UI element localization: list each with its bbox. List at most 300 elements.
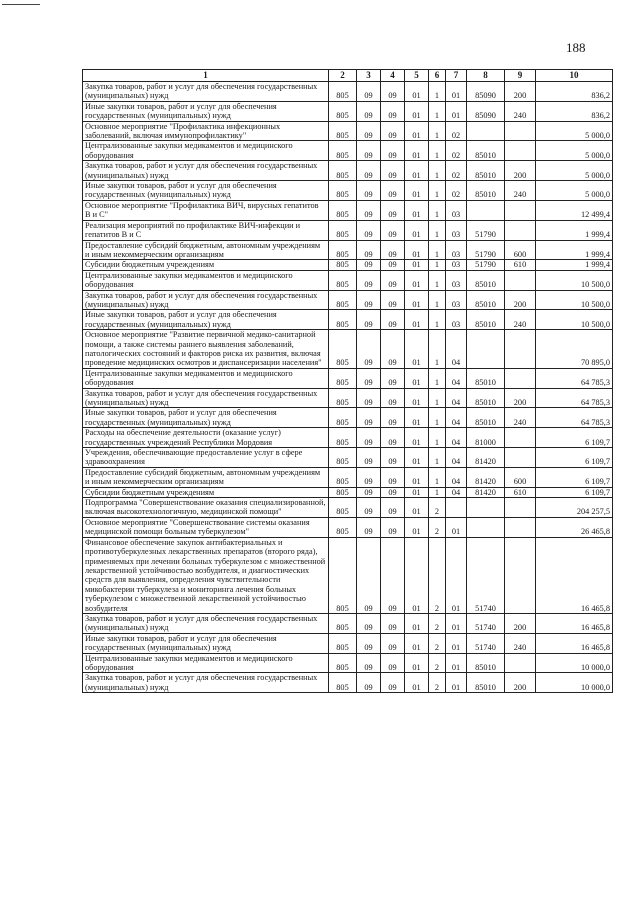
- row-name: Основное мероприятие "Профилактика ВИЧ, вирусных гепатитов В и С": [83, 200, 329, 220]
- cell-direction: 85010: [467, 290, 505, 310]
- cell-event: 04: [446, 388, 467, 408]
- cell-amount: 10 500,0: [536, 310, 613, 330]
- cell-direction: [467, 498, 505, 518]
- cell-grbs: 805: [329, 161, 357, 181]
- cell-grbs: 805: [329, 517, 357, 537]
- cell-program: 01: [405, 260, 429, 270]
- table-row: [83, 498, 613, 518]
- table-row: [83, 181, 613, 201]
- cell-section: 09: [357, 260, 381, 270]
- cell-subsection: 09: [381, 101, 405, 121]
- table-row: [83, 537, 613, 613]
- cell-subprogram: 1: [429, 270, 446, 290]
- cell-program: 01: [405, 330, 429, 369]
- cell-direction: 51790: [467, 240, 505, 260]
- cell-grbs: 805: [329, 200, 357, 220]
- cell-subsection: 09: [381, 537, 405, 613]
- cell-amount: 70 895,0: [536, 330, 613, 369]
- cell-amount: 16 465,8: [536, 613, 613, 633]
- cell-section: 09: [357, 653, 381, 673]
- column-header: 1: [83, 70, 329, 82]
- cell-subprogram: 1: [429, 161, 446, 181]
- cell-section: 09: [357, 141, 381, 161]
- cell-program: 01: [405, 388, 429, 408]
- row-name: Предоставление субсидий бюджетным, автономным учреждениям и иным некоммерческим организациям: [83, 467, 329, 487]
- cell-expense-type: 240: [505, 181, 536, 201]
- cell-subprogram: 1: [429, 141, 446, 161]
- cell-expense-type: 600: [505, 467, 536, 487]
- cell-grbs: 805: [329, 260, 357, 270]
- cell-direction: 85010: [467, 388, 505, 408]
- table-row: [83, 428, 613, 448]
- cell-direction: [467, 330, 505, 369]
- cell-expense-type: 200: [505, 388, 536, 408]
- cell-program: 01: [405, 653, 429, 673]
- cell-section: 09: [357, 161, 381, 181]
- cell-section: 09: [357, 537, 381, 613]
- cell-subprogram: 2: [429, 517, 446, 537]
- cell-subsection: 09: [381, 270, 405, 290]
- cell-subprogram: 1: [429, 467, 446, 487]
- cell-subsection: 09: [381, 498, 405, 518]
- cell-subprogram: 2: [429, 613, 446, 633]
- cell-grbs: 805: [329, 181, 357, 201]
- cell-subprogram: 2: [429, 537, 446, 613]
- cell-event: 03: [446, 310, 467, 330]
- row-name: Закупка товаров, работ и услуг для обеспечения государственных (муниципальных) нужд: [83, 82, 329, 102]
- cell-event: 03: [446, 270, 467, 290]
- row-name: Централизованные закупки медикаментов и медицинского оборудования: [83, 270, 329, 290]
- cell-expense-type: 200: [505, 290, 536, 310]
- cell-section: 09: [357, 467, 381, 487]
- column-header: 6: [429, 70, 446, 82]
- cell-event: 01: [446, 673, 467, 693]
- table-row: [83, 448, 613, 468]
- table-row: [83, 517, 613, 537]
- cell-grbs: 805: [329, 537, 357, 613]
- cell-event: 03: [446, 220, 467, 240]
- cell-amount: 204 257,5: [536, 498, 613, 518]
- table-row: [83, 200, 613, 220]
- cell-event: 01: [446, 653, 467, 673]
- column-header: 2: [329, 70, 357, 82]
- cell-subprogram: 1: [429, 260, 446, 270]
- cell-direction: 51790: [467, 260, 505, 270]
- cell-amount: 26 465,8: [536, 517, 613, 537]
- cell-section: 09: [357, 200, 381, 220]
- cell-direction: 85090: [467, 82, 505, 102]
- cell-grbs: 805: [329, 428, 357, 448]
- row-name: Централизованные закупки медикаментов и медицинского оборудования: [83, 653, 329, 673]
- cell-program: 01: [405, 487, 429, 497]
- cell-amount: 10 000,0: [536, 673, 613, 693]
- cell-amount: 6 109,7: [536, 448, 613, 468]
- cell-subprogram: 1: [429, 408, 446, 428]
- cell-grbs: 805: [329, 653, 357, 673]
- cell-program: 01: [405, 633, 429, 653]
- cell-grbs: 805: [329, 101, 357, 121]
- cell-section: 09: [357, 220, 381, 240]
- cell-direction: 51790: [467, 220, 505, 240]
- cell-event: 04: [446, 487, 467, 497]
- row-name: Закупка товаров, работ и услуг для обеспечения государственных (муниципальных) нужд: [83, 673, 329, 693]
- budget-table: [82, 69, 613, 693]
- cell-subsection: 09: [381, 448, 405, 468]
- cell-expense-type: [505, 653, 536, 673]
- cell-subsection: 09: [381, 388, 405, 408]
- table-row: [83, 121, 613, 141]
- cell-subsection: 09: [381, 517, 405, 537]
- table-row: [83, 487, 613, 497]
- row-name: Централизованные закупки медикаментов и медицинского оборудования: [83, 368, 329, 388]
- table-row: [83, 240, 613, 260]
- cell-grbs: 805: [329, 330, 357, 369]
- row-name: Иные закупки товаров, работ и услуг для обеспечения государственных (муниципальных) нужд: [83, 408, 329, 428]
- cell-direction: 51740: [467, 537, 505, 613]
- cell-subsection: 09: [381, 260, 405, 270]
- cell-amount: 64 785,3: [536, 368, 613, 388]
- row-name: Закупка товаров, работ и услуг для обеспечения государственных (муниципальных) нужд: [83, 388, 329, 408]
- cell-section: 09: [357, 290, 381, 310]
- cell-amount: 1 999,4: [536, 220, 613, 240]
- cell-expense-type: 610: [505, 260, 536, 270]
- row-name: Субсидии бюджетным учреждениям: [83, 260, 329, 270]
- cell-expense-type: 200: [505, 82, 536, 102]
- row-name: Закупка товаров, работ и услуг для обеспечения государственных (муниципальных) нужд: [83, 290, 329, 310]
- cell-section: 09: [357, 613, 381, 633]
- cell-grbs: 805: [329, 498, 357, 518]
- cell-subprogram: 1: [429, 290, 446, 310]
- cell-subsection: 09: [381, 310, 405, 330]
- cell-grbs: 805: [329, 240, 357, 260]
- cell-section: 09: [357, 270, 381, 290]
- cell-subprogram: 1: [429, 388, 446, 408]
- cell-event: 04: [446, 368, 467, 388]
- cell-program: 01: [405, 517, 429, 537]
- cell-subprogram: 1: [429, 220, 446, 240]
- cell-amount: 836,2: [536, 82, 613, 102]
- cell-amount: 12 499,4: [536, 200, 613, 220]
- row-name: Иные закупки товаров, работ и услуг для обеспечения государственных (муниципальных) нужд: [83, 101, 329, 121]
- cell-event: [446, 498, 467, 518]
- cell-event: 03: [446, 290, 467, 310]
- cell-grbs: 805: [329, 270, 357, 290]
- row-name: Основное мероприятие "Совершенствование системы оказания медицинской помощи больным туберкулезом": [83, 517, 329, 537]
- cell-direction: 51740: [467, 633, 505, 653]
- cell-amount: 5 000,0: [536, 181, 613, 201]
- cell-subprogram: 1: [429, 181, 446, 201]
- cell-event: 03: [446, 240, 467, 260]
- cell-program: 01: [405, 673, 429, 693]
- cell-expense-type: [505, 368, 536, 388]
- cell-grbs: 805: [329, 82, 357, 102]
- cell-expense-type: [505, 448, 536, 468]
- cell-grbs: 805: [329, 467, 357, 487]
- cell-event: 01: [446, 82, 467, 102]
- cell-grbs: 805: [329, 290, 357, 310]
- cell-subprogram: 1: [429, 240, 446, 260]
- cell-grbs: 805: [329, 633, 357, 653]
- cell-event: 04: [446, 467, 467, 487]
- column-header: 3: [357, 70, 381, 82]
- cell-program: 01: [405, 200, 429, 220]
- cell-program: 01: [405, 408, 429, 428]
- cell-subprogram: 2: [429, 498, 446, 518]
- top-rule: [2, 4, 40, 5]
- cell-subsection: 09: [381, 161, 405, 181]
- cell-section: 09: [357, 181, 381, 201]
- page-number: 188: [566, 40, 586, 55]
- cell-direction: 81420: [467, 467, 505, 487]
- cell-direction: 85090: [467, 101, 505, 121]
- cell-direction: 85010: [467, 368, 505, 388]
- cell-direction: [467, 121, 505, 141]
- cell-grbs: 805: [329, 121, 357, 141]
- row-name: Подпрограмма "Совершенствование оказания специализированной, включая высокотехнологичную, медицинской помощи": [83, 498, 329, 518]
- cell-expense-type: [505, 121, 536, 141]
- row-name: Закупка товаров, работ и услуг для обеспечения государственных (муниципальных) нужд: [83, 613, 329, 633]
- cell-program: 01: [405, 101, 429, 121]
- cell-section: 09: [357, 368, 381, 388]
- cell-program: 01: [405, 121, 429, 141]
- cell-subsection: 09: [381, 181, 405, 201]
- cell-program: 01: [405, 537, 429, 613]
- cell-amount: 6 109,7: [536, 467, 613, 487]
- cell-event: 01: [446, 613, 467, 633]
- table-row: [83, 408, 613, 428]
- cell-expense-type: [505, 428, 536, 448]
- cell-expense-type: 200: [505, 161, 536, 181]
- cell-expense-type: [505, 330, 536, 369]
- cell-event: 04: [446, 408, 467, 428]
- cell-subprogram: 2: [429, 653, 446, 673]
- cell-section: 09: [357, 121, 381, 141]
- cell-event: 02: [446, 161, 467, 181]
- cell-subsection: 09: [381, 673, 405, 693]
- cell-expense-type: [505, 141, 536, 161]
- cell-amount: 5 000,0: [536, 141, 613, 161]
- column-header: 5: [405, 70, 429, 82]
- cell-subprogram: 1: [429, 121, 446, 141]
- cell-subprogram: 1: [429, 310, 446, 330]
- cell-program: 01: [405, 613, 429, 633]
- cell-subsection: 09: [381, 408, 405, 428]
- cell-subsection: 09: [381, 613, 405, 633]
- cell-subsection: 09: [381, 467, 405, 487]
- cell-grbs: 805: [329, 673, 357, 693]
- cell-amount: 5 000,0: [536, 121, 613, 141]
- cell-grbs: 805: [329, 448, 357, 468]
- cell-grbs: 805: [329, 613, 357, 633]
- cell-event: 01: [446, 537, 467, 613]
- cell-grbs: 805: [329, 220, 357, 240]
- cell-program: 01: [405, 467, 429, 487]
- cell-subsection: 09: [381, 121, 405, 141]
- cell-amount: 1 999,4: [536, 240, 613, 260]
- cell-event: 01: [446, 517, 467, 537]
- cell-subprogram: 1: [429, 448, 446, 468]
- cell-subsection: 09: [381, 633, 405, 653]
- header-row: [83, 70, 613, 82]
- cell-program: 01: [405, 368, 429, 388]
- row-name: Предоставление субсидий бюджетным, автономным учреждениям и иным некоммерческим организациям: [83, 240, 329, 260]
- cell-amount: 64 785,3: [536, 408, 613, 428]
- cell-subsection: 09: [381, 368, 405, 388]
- cell-grbs: 805: [329, 310, 357, 330]
- cell-subprogram: 1: [429, 101, 446, 121]
- cell-subsection: 09: [381, 240, 405, 260]
- cell-event: 03: [446, 260, 467, 270]
- cell-program: 01: [405, 141, 429, 161]
- table-row: [83, 260, 613, 270]
- cell-section: 09: [357, 517, 381, 537]
- cell-expense-type: 240: [505, 101, 536, 121]
- cell-section: 09: [357, 388, 381, 408]
- cell-section: 09: [357, 428, 381, 448]
- row-name: Централизованные закупки медикаментов и медицинского оборудования: [83, 141, 329, 161]
- table-row: [83, 220, 613, 240]
- cell-expense-type: [505, 200, 536, 220]
- cell-amount: 10 500,0: [536, 290, 613, 310]
- column-header: 4: [381, 70, 405, 82]
- row-name: Иные закупки товаров, работ и услуг для обеспечения государственных (муниципальных) нужд: [83, 633, 329, 653]
- cell-subprogram: 1: [429, 487, 446, 497]
- cell-expense-type: 200: [505, 673, 536, 693]
- cell-direction: 85010: [467, 653, 505, 673]
- cell-subsection: 09: [381, 141, 405, 161]
- row-name: Субсидии бюджетным учреждениям: [83, 487, 329, 497]
- cell-expense-type: [505, 270, 536, 290]
- cell-grbs: 805: [329, 368, 357, 388]
- cell-direction: 85010: [467, 270, 505, 290]
- table-row: [83, 82, 613, 102]
- cell-section: 09: [357, 310, 381, 330]
- cell-event: 02: [446, 121, 467, 141]
- cell-event: 02: [446, 141, 467, 161]
- cell-event: 02: [446, 181, 467, 201]
- cell-expense-type: 240: [505, 633, 536, 653]
- cell-expense-type: [505, 498, 536, 518]
- row-name: Основное мероприятие "Профилактика инфекционных заболеваний, включая иммунопрофилактику": [83, 121, 329, 141]
- row-name: Иные закупки товаров, работ и услуг для обеспечения государственных (муниципальных) нужд: [83, 310, 329, 330]
- cell-subprogram: 2: [429, 673, 446, 693]
- cell-program: 01: [405, 270, 429, 290]
- cell-direction: 85010: [467, 161, 505, 181]
- cell-event: 04: [446, 428, 467, 448]
- cell-subsection: 09: [381, 653, 405, 673]
- table-row: [83, 141, 613, 161]
- cell-section: 09: [357, 408, 381, 428]
- column-header: 8: [467, 70, 505, 82]
- cell-direction: 85010: [467, 673, 505, 693]
- table-row: [83, 613, 613, 633]
- cell-subsection: 09: [381, 220, 405, 240]
- cell-subsection: 09: [381, 487, 405, 497]
- table-body: [83, 82, 613, 693]
- cell-program: 01: [405, 240, 429, 260]
- row-name: Реализация мероприятий по профилактике ВИЧ-инфекции и гепатитов В и С: [83, 220, 329, 240]
- cell-grbs: 805: [329, 141, 357, 161]
- column-header: 9: [505, 70, 536, 82]
- cell-subprogram: 1: [429, 200, 446, 220]
- cell-direction: 85010: [467, 310, 505, 330]
- row-name: Учреждения, обеспечивающие предоставление услуг в сфере здравоохранения: [83, 448, 329, 468]
- cell-amount: 16 465,8: [536, 633, 613, 653]
- cell-direction: 85010: [467, 408, 505, 428]
- cell-program: 01: [405, 220, 429, 240]
- cell-subprogram: 1: [429, 82, 446, 102]
- cell-direction: 51740: [467, 613, 505, 633]
- cell-section: 09: [357, 101, 381, 121]
- cell-grbs: 805: [329, 487, 357, 497]
- cell-direction: 85010: [467, 181, 505, 201]
- cell-section: 09: [357, 633, 381, 653]
- cell-grbs: 805: [329, 388, 357, 408]
- table-row: [83, 388, 613, 408]
- cell-section: 09: [357, 673, 381, 693]
- column-header: 7: [446, 70, 467, 82]
- cell-program: 01: [405, 82, 429, 102]
- table-row: [83, 653, 613, 673]
- cell-amount: 6 109,7: [536, 428, 613, 448]
- table-row: [83, 290, 613, 310]
- table-row: [83, 467, 613, 487]
- cell-expense-type: [505, 517, 536, 537]
- cell-event: 03: [446, 200, 467, 220]
- cell-section: 09: [357, 498, 381, 518]
- cell-section: 09: [357, 82, 381, 102]
- cell-program: 01: [405, 448, 429, 468]
- cell-amount: 836,2: [536, 101, 613, 121]
- table-row: [83, 368, 613, 388]
- row-name: Расходы на обеспечение деятельности (оказание услуг) государственных учреждений Республики Мордовия: [83, 428, 329, 448]
- cell-subsection: 09: [381, 200, 405, 220]
- cell-direction: 85010: [467, 141, 505, 161]
- cell-section: 09: [357, 487, 381, 497]
- cell-expense-type: [505, 220, 536, 240]
- cell-amount: 16 465,8: [536, 537, 613, 613]
- cell-expense-type: [505, 537, 536, 613]
- cell-program: 01: [405, 498, 429, 518]
- cell-amount: 1 999,4: [536, 260, 613, 270]
- cell-subprogram: 1: [429, 368, 446, 388]
- cell-subprogram: 2: [429, 633, 446, 653]
- cell-direction: 81420: [467, 448, 505, 468]
- cell-subsection: 09: [381, 290, 405, 310]
- cell-event: 01: [446, 101, 467, 121]
- table-row: [83, 633, 613, 653]
- cell-expense-type: 600: [505, 240, 536, 260]
- table-row: [83, 310, 613, 330]
- cell-expense-type: 200: [505, 613, 536, 633]
- cell-amount: 5 000,0: [536, 161, 613, 181]
- cell-event: 04: [446, 448, 467, 468]
- cell-section: 09: [357, 330, 381, 369]
- cell-direction: 81420: [467, 487, 505, 497]
- cell-program: 01: [405, 181, 429, 201]
- cell-expense-type: 240: [505, 310, 536, 330]
- cell-grbs: 805: [329, 408, 357, 428]
- cell-program: 01: [405, 428, 429, 448]
- cell-amount: 6 109,7: [536, 487, 613, 497]
- table-row: [83, 270, 613, 290]
- cell-direction: [467, 517, 505, 537]
- table-row: [83, 161, 613, 181]
- row-name: Финансовое обеспечение закупок антибактериальных и противотуберкулезных лекарственных препаратов (второго ряда), применяемых при лечении больных туберкулезом с множественной лекарственной устойчивостью возбудителя, и диагностических средств для выявления, определения чувствительности микобактерии туберкулеза и мониторинга лечения больных туберкулезом с множественной лекарственной устойчивостью возбудителя: [83, 537, 329, 613]
- row-name: Иные закупки товаров, работ и услуг для обеспечения государственных (муниципальных) нужд: [83, 181, 329, 201]
- column-header: 10: [536, 70, 613, 82]
- cell-event: 04: [446, 330, 467, 369]
